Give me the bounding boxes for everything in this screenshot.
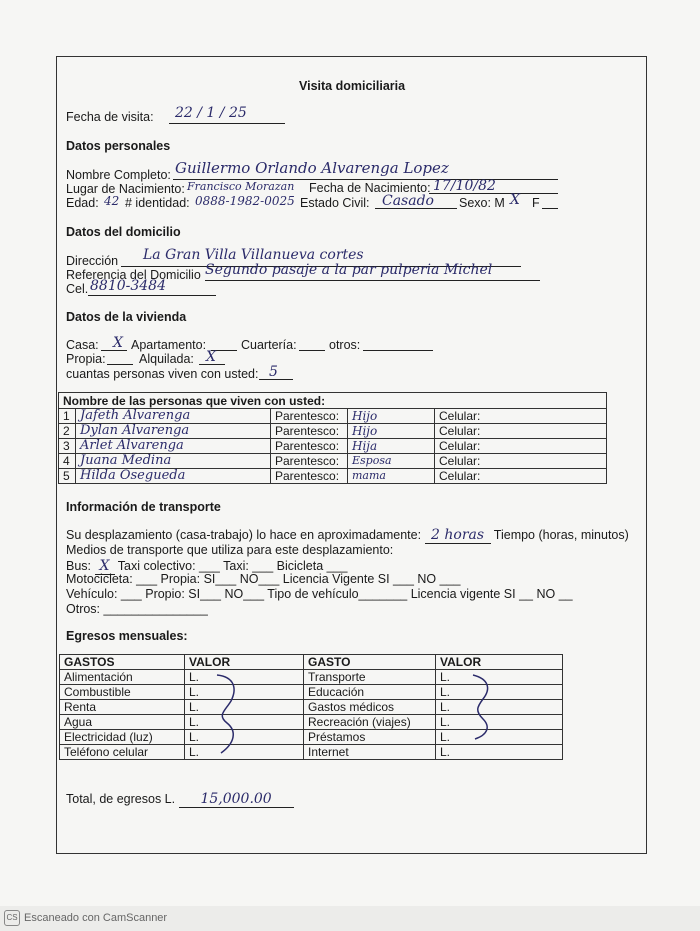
table-row: 2 Dylan Alvarenga Parentesco: Hijo Celular: <box>59 424 607 439</box>
camscanner-logo: CS <box>4 910 20 926</box>
birthplace-value: Francisco Morazan <box>187 180 295 193</box>
expenses-heading: Egresos mensuales: <box>66 629 188 643</box>
form-frame <box>56 56 647 854</box>
visit-date-label: Fecha de visita: <box>66 110 154 124</box>
sex-mark: X <box>510 192 520 208</box>
form-title: Visita domiciliaria <box>299 79 406 93</box>
name-value: Guillermo Orlando Alvarenga Lopez <box>175 159 449 177</box>
age-value: 42 <box>104 194 120 208</box>
address-label: Dirección <box>66 254 119 268</box>
scanner-footer <box>4 910 167 926</box>
people-count-value: 5 <box>269 364 278 380</box>
sex-label: Sexo: M <box>459 196 505 210</box>
total-expenses: Total, de egresos L. 15,000.00 <box>66 791 294 808</box>
people-count-label: cuantas personas viven con usted: <box>66 367 259 381</box>
visit-date-value: 22 / 1 / 25 <box>175 105 247 121</box>
table-row: 1 Jafeth Alvarenga Parentesco: Hijo Celular: <box>59 409 607 424</box>
casa-label: Casa: <box>66 338 99 352</box>
transport-line1: Su desplazamiento (casa-trabajo) lo hace en aproximadamente: 2 horas Tiempo (horas, minutos) <box>66 527 629 543</box>
reference-label: Referencia del Domicilio <box>66 268 201 282</box>
phone-label: Cel. <box>66 282 89 296</box>
birthdate-value: 17/10/82 <box>433 178 496 194</box>
age-label: Edad: <box>66 196 99 210</box>
brace-mark-left <box>207 671 247 757</box>
apartment-label: Apartamento: <box>131 338 207 352</box>
table-row: 4 Juana Medina Parentesco: Esposa Celular: <box>59 454 607 469</box>
name-label: Nombre Completo: <box>66 168 171 182</box>
bus-mark: X <box>95 558 115 575</box>
civil-value: Casado <box>382 193 434 209</box>
transport-line6: Otros: _______________ <box>66 602 208 616</box>
brace-mark-right <box>461 671 501 741</box>
scanner-text: Escaneado con CamScanner <box>24 911 168 924</box>
household-heading: Nombre de las personas que viven con usted: <box>59 393 607 409</box>
address-value: La Gran Villa Villanueva cortes <box>143 247 364 263</box>
personal-heading: Datos personales <box>66 139 171 153</box>
transport-heading: Información de transporte <box>66 500 221 514</box>
table-row: Alimentación L. Transporte L. <box>60 670 563 685</box>
domicile-heading: Datos del domicilio <box>66 225 181 239</box>
transport-line5: Vehículo: ___ Propio: SI___ NO___ Tipo de vehículo_______ Licencia vigente SI __ NO __ <box>66 587 573 601</box>
table-row: Renta L. Gastos médicos L. <box>60 700 563 715</box>
id-value: 0888-1982-0025 <box>195 194 295 208</box>
civil-label: Estado Civil: <box>300 196 370 210</box>
table-row: 3 Arlet Alvarenga Parentesco: Hija Celular: <box>59 439 607 454</box>
travel-time-value: 2 horas <box>425 527 491 544</box>
transport-line3: Bus: X Taxi colectivo: ___ Taxi: ___ Bicicleta ___ <box>66 558 348 574</box>
table-row: Teléfono celular L. Internet L. <box>60 745 563 760</box>
transport-line2: Medios de transporte que utiliza para este desplazamiento: <box>66 543 394 557</box>
table-row: Electricidad (luz) L. Préstamos L. <box>60 730 563 745</box>
sex-f-label: F <box>532 196 540 210</box>
reference-value: Segundo pasaje a la par pulperia Michel <box>205 262 493 278</box>
table-row: Combustible L. Educación L. <box>60 685 563 700</box>
housing-heading: Datos de la vivienda <box>66 310 187 324</box>
total-expenses-value: 15,000.00 <box>179 791 294 808</box>
table-row: Agua L. Recreación (viajes) L. <box>60 715 563 730</box>
transport-line4: Motocicleta: ___ Propia: SI___ NO___ Licencia Vigente SI ___ NO ___ <box>66 572 461 586</box>
birthplace-label: Lugar de Nacimiento: <box>66 182 185 196</box>
cuarteria-label: Cuartería: <box>241 338 297 352</box>
propia-label: Propia: <box>66 352 106 366</box>
expenses-table: GASTOS VALOR GASTO VALOR Alimentación L. Transporte L. Combustible L. Educación L. Renta L. Gastos médicos L. Agua L. Recreación (viajes) L. Electricidad (luz) L. Préstamos L. Teléfono celular L. Internet L. <box>59 654 563 760</box>
household-table <box>58 392 607 484</box>
otros-label: otros: <box>329 338 361 352</box>
phone-value: 8810-3484 <box>90 278 166 294</box>
table-row: 5 Hilda Osegueda Parentesco: mama Celular: <box>59 469 607 484</box>
alquilada-mark: X <box>206 349 216 365</box>
alquilada-label: Alquilada: <box>139 352 194 366</box>
casa-mark: X <box>113 335 123 351</box>
birthdate-label: Fecha de Nacimiento: <box>309 181 431 195</box>
id-label: # identidad: <box>125 196 190 210</box>
